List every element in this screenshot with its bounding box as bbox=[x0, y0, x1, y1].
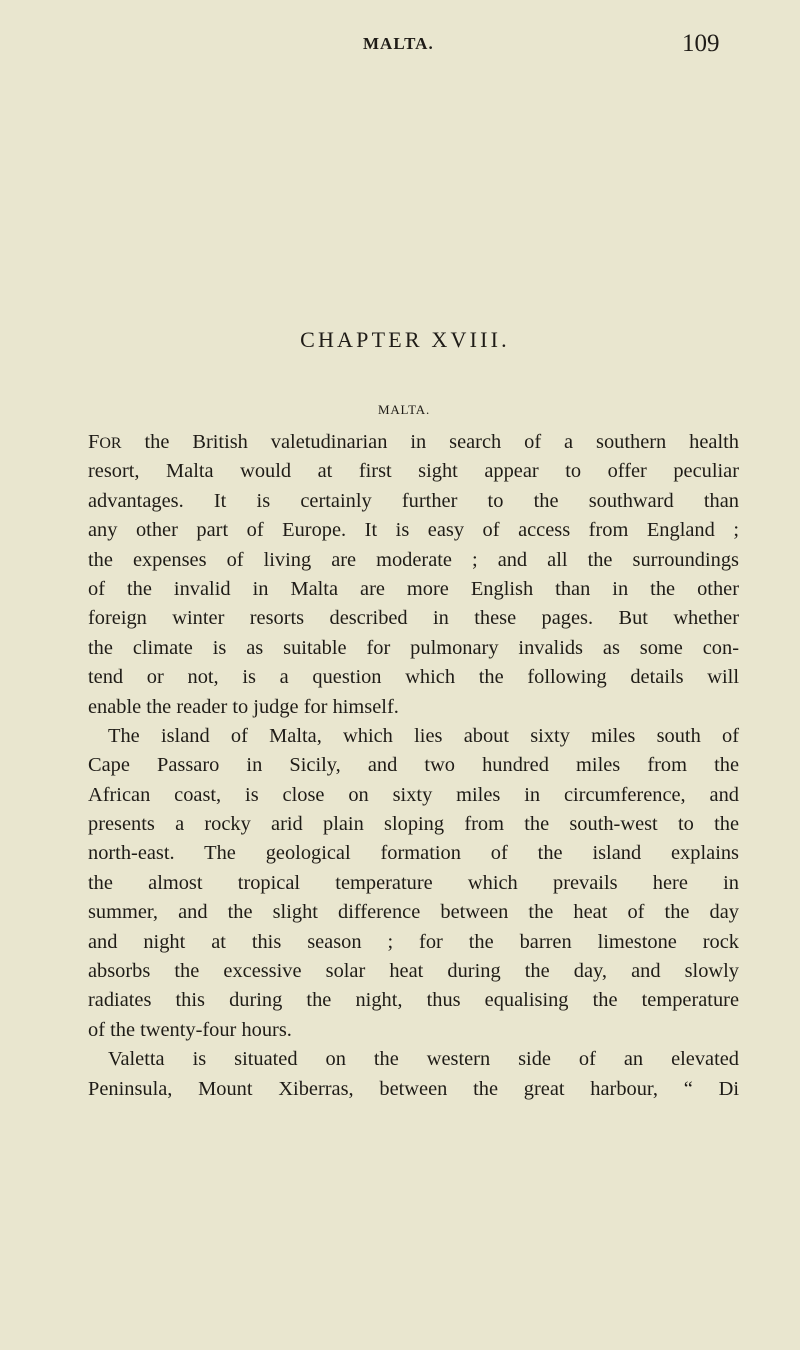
page-number: 109 bbox=[682, 30, 720, 57]
text-line: The island of Malta, which lies about sixty miles south of bbox=[108, 724, 739, 747]
text-line: the almost tropical temperature which prevails here in bbox=[88, 871, 739, 894]
text-line: absorbs the excessive solar heat during the day, and slowly bbox=[88, 960, 739, 983]
text-line: summer, and the slight difference between the heat of the day bbox=[88, 901, 739, 924]
text-line: of the twenty-four hours. bbox=[88, 1018, 292, 1041]
text-line: Valetta is situated on the western side of an elevated bbox=[108, 1048, 739, 1071]
opening-word-initial: F bbox=[88, 431, 100, 453]
text-line: radiates this during the night, thus equalising the temperature bbox=[88, 989, 739, 1012]
text-line: the climate is as suitable for pulmonary invalids as some con- bbox=[88, 636, 739, 659]
text-line: presents a rocky arid plain sloping from the south-west to the bbox=[88, 813, 739, 836]
text-line: any other part of Europe. It is easy of access from England ; bbox=[88, 519, 739, 542]
text-line: of the invalid in Malta are more English than in the other bbox=[88, 577, 739, 600]
text-line: Peninsula, Mount Xiberras, between the great harbour, “ Di bbox=[88, 1077, 739, 1100]
text-line: Cape Passaro in Sicily, and two hundred miles from the bbox=[88, 754, 739, 777]
text-line: advantages. It is certainly further to the southward than bbox=[88, 489, 739, 512]
opening-word-small-caps: OR bbox=[99, 435, 122, 452]
text-line: foreign winter resorts described in these pages. But whether bbox=[88, 607, 739, 630]
text-line: tend or not, is a question which the following details will bbox=[88, 666, 739, 689]
chapter-heading: CHAPTER XVIII. bbox=[300, 327, 510, 352]
text-line: the expenses of living are moderate ; and all the surroundings bbox=[88, 548, 739, 571]
running-title: MALTA. bbox=[363, 34, 434, 53]
text-line: resort, Malta would at first sight appear to offer peculiar bbox=[88, 460, 739, 483]
body-text bbox=[88, 428, 739, 1104]
text-line: enable the reader to judge for himself. bbox=[88, 695, 399, 718]
text-line bbox=[88, 428, 739, 457]
text-line: north-east. The geological formation of the island explains bbox=[88, 842, 739, 865]
chapter-subtitle: MALTA. bbox=[377, 402, 431, 417]
text-line: and night at this season ; for the barren limestone rock bbox=[88, 930, 739, 953]
text-line: African coast, is close on sixty miles in circumference, and bbox=[88, 783, 739, 806]
text-line-content: the British valetudinarian in search of a southern health bbox=[121, 431, 739, 453]
running-head bbox=[0, 30, 800, 64]
